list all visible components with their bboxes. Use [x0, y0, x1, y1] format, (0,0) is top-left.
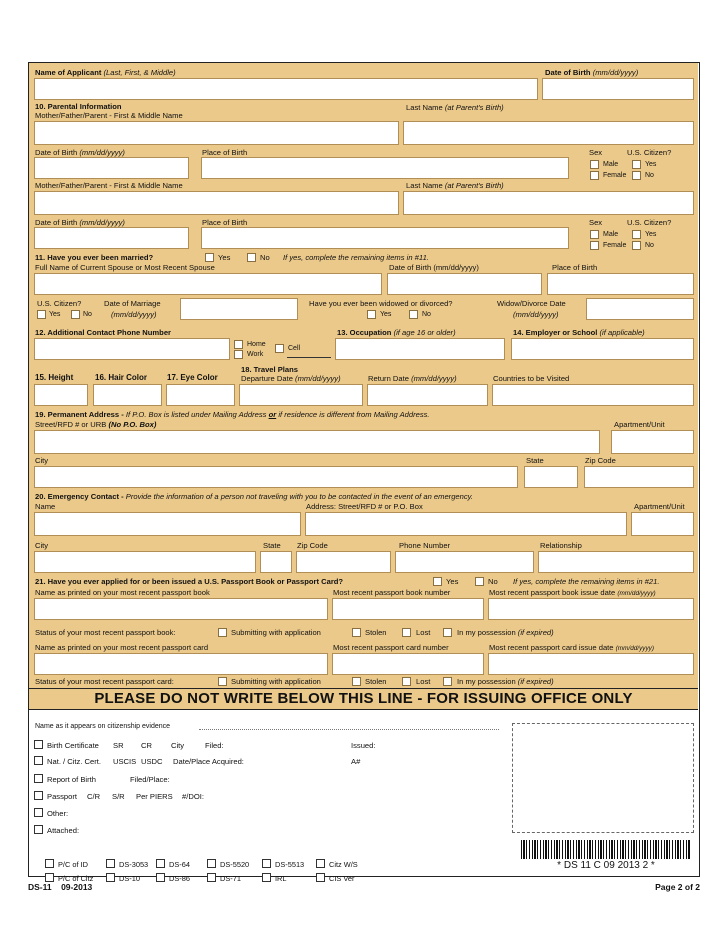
parent2-pob-field[interactable] [201, 227, 569, 249]
phone-field[interactable] [34, 338, 230, 360]
birth-cert-city: City [171, 741, 185, 750]
book-stolen-label: Stolen [365, 628, 387, 637]
address-zip-label: Zip Code [585, 456, 616, 465]
parent2-sex-label: Sex [589, 218, 603, 227]
passport-no-checkbox[interactable] [475, 577, 484, 586]
parent2-citizen-no-label: No [645, 242, 654, 249]
attachment-label: DS-3053 [119, 860, 149, 869]
parent2-citizen-yes-checkbox[interactable] [632, 230, 641, 239]
widowed-yes-checkbox[interactable] [367, 310, 376, 319]
book-name-label: Name as printed on your most recent passport book [35, 588, 210, 597]
return-field[interactable] [367, 384, 488, 406]
address-city-field[interactable] [34, 466, 518, 488]
hair-label: 16. Hair Color [95, 373, 148, 382]
name-evidence-line [199, 729, 499, 730]
passport-heading: 21. Have you ever applied for or been issued a U.S. Passport Book or Passport Card? [35, 577, 344, 586]
phone-cell-label: Cell [288, 345, 301, 352]
emergency-address-field[interactable] [305, 512, 627, 536]
nat-cert-a-number: A# [351, 757, 361, 766]
attachment-checkbox[interactable] [45, 873, 54, 882]
attached-checkbox[interactable] [34, 825, 43, 834]
countries-field[interactable] [492, 384, 694, 406]
emergency-state-field[interactable] [260, 551, 292, 573]
report-birth-label: Report of Birth [47, 775, 96, 784]
height-field[interactable] [34, 384, 88, 406]
emergency-state-label: State [263, 541, 281, 550]
widow-date-field[interactable] [586, 298, 694, 320]
parent2-male-label: Male [603, 231, 619, 238]
parent2-lastname-label: Last Name (at Parent's Birth) [406, 181, 504, 190]
book-date-field[interactable] [488, 598, 694, 620]
book-submitting-label: Submitting with application [231, 628, 321, 637]
parent1-dob-label: Date of Birth (mm/dd/yyyy) [35, 148, 125, 157]
eye-field[interactable] [166, 384, 235, 406]
book-date-label: Most recent passport book issue date (mm/dd/yyyy) [489, 588, 656, 597]
spouse-citizen-no-checkbox[interactable] [71, 310, 80, 319]
attachment-label: IRL [275, 874, 287, 883]
parent1-female-label: Female [603, 172, 627, 179]
parent1-male-label: Male [603, 161, 619, 168]
card-date-label: Most recent passport card issue date (mm/dd/yyyy) [489, 643, 654, 652]
parent2-name-label: Mother/Father/Parent - First & Middle Name [35, 181, 183, 190]
phone-heading: 12. Additional Contact Phone Number [35, 328, 171, 337]
widowed-yes-label: Yes [380, 311, 392, 318]
employer-field[interactable] [511, 338, 694, 360]
parent1-citizen-yes-checkbox[interactable] [632, 160, 641, 169]
emergency-zip-field[interactable] [296, 551, 391, 573]
attachment-label: P/C of Citz [58, 874, 94, 883]
card-lost-label: Lost [416, 677, 431, 686]
parent2-pob-label: Place of Birth [202, 218, 248, 227]
parent2-lastname-field[interactable] [403, 191, 694, 215]
book-possession-label: In my possession (if expired) [457, 628, 554, 637]
other-label: Other: [47, 809, 69, 818]
parent2-male-checkbox[interactable] [590, 230, 599, 239]
book-status-label: Status of your most recent passport book: [35, 628, 176, 637]
departure-field[interactable] [239, 384, 363, 406]
parent2-dob-field[interactable] [34, 227, 189, 249]
book-submitting-checkbox[interactable] [218, 628, 227, 637]
parent1-dob-field[interactable] [34, 157, 189, 179]
countries-label: Countries to be Visited [493, 374, 570, 383]
attachment-checkbox[interactable] [316, 859, 325, 868]
passport-office-label: Passport [47, 792, 77, 801]
applicant-dob-field[interactable] [542, 78, 694, 100]
book-number-label: Most recent passport book number [333, 588, 451, 597]
report-birth-filed-place: Filed/Place: [130, 775, 170, 784]
parent1-sex-label: Sex [589, 148, 603, 157]
attachment-checkbox[interactable] [106, 859, 115, 868]
card-submitting-label: Submitting with application [231, 677, 321, 686]
passport-no-label: No [488, 577, 498, 586]
form-page [28, 62, 700, 883]
passport-yes-checkbox[interactable] [433, 577, 442, 586]
married-yes-label: Yes [218, 253, 231, 262]
parent1-citizen-no-checkbox[interactable] [632, 171, 641, 180]
phone-home-checkbox[interactable] [234, 340, 243, 349]
address-heading: 19. Permanent Address - If P.O. Box is listed under Mailing Address or if residence is different from Mailing Address. [35, 410, 430, 419]
hair-field[interactable] [93, 384, 162, 406]
emergency-name-label: Name [35, 502, 56, 511]
passport-office-doi: #/DOI: [182, 792, 204, 801]
date-marriage-field[interactable] [180, 298, 298, 320]
spouse-pob-label: Place of Birth [552, 263, 598, 272]
parent1-citizen-no-label: No [645, 172, 654, 179]
passport-office-sr: S/R [112, 792, 125, 801]
parent1-citizen-yes-label: Yes [645, 161, 657, 168]
employer-heading: 14. Employer or School (if applicable) [513, 328, 645, 337]
attachment-checkbox[interactable] [156, 873, 165, 882]
book-lost-label: Lost [416, 628, 431, 637]
spouse-citizen-label: U.S. Citizen? [37, 299, 82, 308]
attachment-label: DS-71 [220, 874, 241, 883]
address-apt-field[interactable] [611, 430, 694, 454]
address-apt-label: Apartment/Unit [614, 420, 665, 429]
applicant-name-label: Name of Applicant (Last, First, & Middle) [35, 68, 176, 77]
other-checkbox[interactable] [34, 808, 43, 817]
card-stolen-checkbox[interactable] [352, 677, 361, 686]
form-id: DS-11 09-2013 [28, 882, 93, 892]
card-status-label: Status of your most recent passport card: [35, 677, 174, 686]
parent2-female-label: Female [603, 242, 627, 249]
street-field[interactable] [34, 430, 600, 454]
book-stolen-checkbox[interactable] [352, 628, 361, 637]
travel-heading: 18. Travel Plans [241, 365, 298, 374]
eye-label: 17. Eye Color [167, 373, 218, 382]
birth-cert-filed: Filed: [205, 741, 224, 750]
card-number-field[interactable] [332, 653, 484, 675]
married-no-checkbox[interactable] [247, 253, 256, 262]
emergency-apt-field[interactable] [631, 512, 694, 536]
applicant-section [29, 63, 698, 688]
parent1-pob-field[interactable] [201, 157, 569, 179]
attachment-checkbox[interactable] [262, 859, 271, 868]
occupation-heading: 13. Occupation (if age 16 or older) [337, 328, 456, 337]
date-marriage-label: Date of Marriage [104, 299, 161, 308]
attachment-label: DS-64 [169, 860, 190, 869]
office-stamp-box [512, 723, 694, 833]
book-name-field[interactable] [34, 598, 328, 620]
card-submitting-checkbox[interactable] [218, 677, 227, 686]
spouse-pob-field[interactable] [547, 273, 694, 295]
parent2-citizen-yes-label: Yes [645, 231, 657, 238]
nat-cert-label: Nat. / Citz. Cert. [47, 757, 102, 766]
attachment-checkbox[interactable] [156, 859, 165, 868]
emergency-heading: 20. Emergency Contact - Provide the information of a person not traveling with you to be contacted in the event of an emergency. [35, 492, 474, 501]
widowed-no-checkbox[interactable] [409, 310, 418, 319]
emergency-name-field[interactable] [34, 512, 301, 536]
address-state-label: State [526, 456, 544, 465]
occupation-field[interactable] [335, 338, 505, 360]
phone-home-label: Home [247, 341, 266, 348]
attachment-checkbox[interactable] [207, 873, 216, 882]
emergency-address-label: Address: Street/RFD # or P.O. Box [306, 502, 423, 511]
passport-office-per-piers: Per PIERS [136, 792, 173, 801]
attachment-checkbox[interactable] [106, 873, 115, 882]
birth-cert-sr: SR [113, 741, 124, 750]
card-number-label: Most recent passport card number [333, 643, 449, 652]
parent1-name-label: Mother/Father/Parent - First & Middle Name [35, 111, 183, 120]
parent1-lastname-label: Last Name (at Parent's Birth) [406, 103, 504, 112]
return-label: Return Date (mm/dd/yyyy) [368, 374, 457, 383]
passport-office-cr: C/R [87, 792, 101, 801]
departure-label: Departure Date (mm/dd/yyyy) [241, 374, 341, 383]
widowed-label: Have you ever been widowed or divorced? [309, 299, 453, 308]
phone-work-checkbox[interactable] [234, 350, 243, 359]
widowed-no-label: No [422, 311, 431, 318]
attachment-label: P/C of ID [58, 860, 88, 869]
attachment-label: CIS Ver [329, 874, 355, 883]
emergency-apt-label: Apartment/Unit [634, 502, 685, 511]
attachment-label: DS-86 [169, 874, 190, 883]
height-label: 15. Height [35, 373, 74, 382]
emergency-phone-label: Phone Number [399, 541, 451, 550]
spouse-dob-label: Date of Birth (mm/dd/yyyy) [389, 263, 479, 272]
birth-cert-cr: CR [141, 741, 152, 750]
spouse-citizen-yes-checkbox[interactable] [37, 310, 46, 319]
married-no-label: No [260, 253, 270, 262]
emergency-city-field[interactable] [34, 551, 256, 573]
issuing-office-section [29, 710, 698, 883]
issuing-office-banner: PLEASE DO NOT WRITE BELOW THIS LINE - FOR ISSUING OFFICE ONLY [29, 688, 698, 710]
passport-office-checkbox[interactable] [34, 791, 43, 800]
address-state-field[interactable] [524, 466, 578, 488]
card-date-field[interactable] [488, 653, 694, 675]
applicant-dob-label: Date of Birth (mm/dd/yyyy) [545, 68, 639, 77]
attachment-checkbox[interactable] [316, 873, 325, 882]
attachment-label: DS-10 [119, 874, 140, 883]
attachment-checkbox[interactable] [207, 859, 216, 868]
card-lost-checkbox[interactable] [402, 677, 411, 686]
parent1-male-checkbox[interactable] [590, 160, 599, 169]
emergency-relationship-field[interactable] [538, 551, 694, 573]
attachment-checkbox[interactable] [262, 873, 271, 882]
widow-date-label: Widow/Divorce Date [497, 299, 566, 308]
birth-cert-checkbox[interactable] [34, 740, 43, 749]
attachment-label: DS-5513 [275, 860, 305, 869]
parent1-lastname-field[interactable] [403, 121, 694, 145]
phone-cell-checkbox[interactable] [275, 344, 284, 353]
card-name-label: Name as printed on your most recent passport card [35, 643, 209, 652]
parent2-name-field[interactable] [34, 191, 399, 215]
parent1-pob-label: Place of Birth [202, 148, 248, 157]
spouse-name-label: Full Name of Current Spouse or Most Recent Spouse [35, 263, 215, 272]
married-heading: 11. Have you ever been married? [35, 253, 154, 262]
parent1-name-field[interactable] [34, 121, 399, 145]
parent2-citizen-no-checkbox[interactable] [632, 241, 641, 250]
spouse-dob-field[interactable] [387, 273, 542, 295]
parent1-female-checkbox[interactable] [590, 171, 599, 180]
applicant-name-field[interactable] [34, 78, 538, 100]
barcode-image [521, 840, 691, 859]
attachment-label: Citz W/S [329, 860, 358, 869]
book-lost-checkbox[interactable] [402, 628, 411, 637]
card-name-field[interactable] [34, 653, 328, 675]
barcode-text: * DS 11 C 09 2013 2 * [557, 860, 655, 871]
address-zip-field[interactable] [584, 466, 694, 488]
married-note: If yes, complete the remaining items in #11. [283, 253, 429, 262]
street-label: Street/RFD # or URB (No P.O. Box) [35, 420, 157, 429]
card-possession-checkbox[interactable] [443, 677, 452, 686]
phone-work-label: Work [247, 351, 264, 358]
book-number-field[interactable] [332, 598, 484, 620]
nat-cert-uscis: USCIS [113, 757, 137, 766]
card-possession-label: In my possession (if expired) [457, 677, 554, 686]
attachment-label: DS-5520 [220, 860, 250, 869]
nat-cert-date-place: Date/Place Acquired: [173, 757, 244, 766]
spouse-citizen-yes-label: Yes [49, 311, 61, 318]
spouse-citizen-no-label: No [83, 311, 92, 318]
passport-note: If yes, complete the remaining items in #21. [513, 577, 660, 586]
attached-label: Attached: [47, 826, 80, 835]
nat-cert-usdc: USDC [141, 757, 163, 766]
birth-cert-issued: Issued: [351, 741, 376, 750]
nat-cert-checkbox[interactable] [34, 756, 43, 765]
emergency-phone-field[interactable] [395, 551, 534, 573]
spouse-name-field[interactable] [34, 273, 382, 295]
phone-extension-line [287, 357, 331, 358]
widow-date-hint: (mm/dd/yyyy) [513, 310, 559, 319]
attachment-checkbox[interactable] [45, 859, 54, 868]
address-city-label: City [35, 456, 49, 465]
card-stolen-label: Stolen [365, 677, 387, 686]
date-marriage-hint: (mm/dd/yyyy) [111, 310, 157, 319]
emergency-city-label: City [35, 541, 49, 550]
parent1-citizen-label: U.S. Citizen? [627, 148, 672, 157]
book-possession-checkbox[interactable] [443, 628, 452, 637]
emergency-zip-label: Zip Code [297, 541, 328, 550]
parental-heading: 10. Parental Information [35, 102, 122, 111]
report-birth-checkbox[interactable] [34, 774, 43, 783]
parent2-citizen-label: U.S. Citizen? [627, 218, 672, 227]
emergency-relationship-label: Relationship [540, 541, 582, 550]
parent2-dob-label: Date of Birth (mm/dd/yyyy) [35, 218, 125, 227]
name-evidence-label: Name as it appears on citizenship evidence [35, 723, 171, 730]
married-yes-checkbox[interactable] [205, 253, 214, 262]
page-number: Page 2 of 2 [655, 882, 700, 892]
parent2-female-checkbox[interactable] [590, 241, 599, 250]
birth-cert-label: Birth Certificate [47, 741, 99, 750]
passport-yes-label: Yes [446, 577, 459, 586]
